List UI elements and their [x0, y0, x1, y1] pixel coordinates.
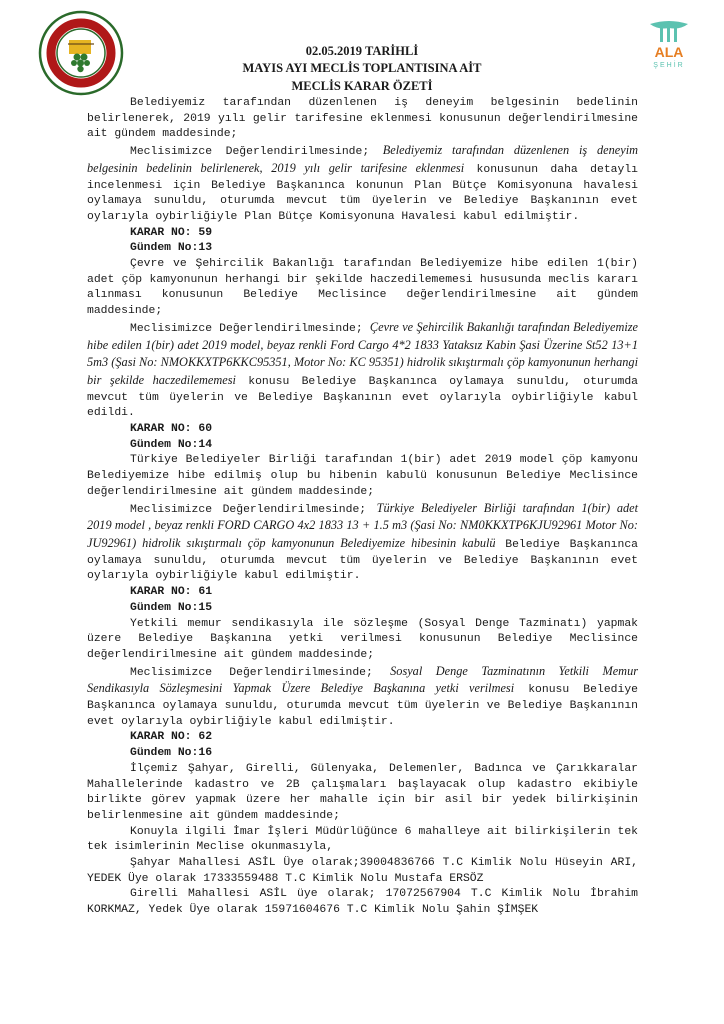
decision-number: KARAR NO: 61	[130, 586, 213, 599]
body-paragraph: Çevre ve Şehircilik Bakanlığı tarafından Belediyemize hibe edilen 1(bir) adet çöp kamyonunun herhangi bir şekilde haczedilememesi hususunda meclis kararı alınması konusunun Belediye Meclisince değerlendirilmesine ait gündem maddesinde;	[87, 258, 638, 318]
paragraph-tail: Belediye Başkanınca oylamaya sunuldu, oturumda mevcut tüm üyelerin ve Belediye Başkanının evet oylarıyla oybirliğiyle kabul edilmiştir.	[87, 538, 638, 583]
ala-logo-text: ALA	[654, 44, 684, 60]
decision-number: KARAR NO: 62	[130, 731, 213, 744]
sehir-logo-text: ŞEHİR	[653, 62, 685, 69]
decision-paragraph	[87, 320, 638, 422]
italic-subject: Belediyemiz tarafından düzenlenen iş deneyim belgesinin bedelinin belirlenerek, 2019 yılı gelir tarifesine eklenmesi	[87, 143, 638, 175]
decision-number: KARAR NO: 59	[130, 226, 213, 239]
paragraph-lead: Meclisimizce Değerlendirilmesinde;	[130, 322, 370, 335]
agenda-number: Gündem No:14	[130, 438, 213, 451]
body-paragraph: Türkiye Belediyeler Birliği tarafından 1(bir) adet 2019 model çöp kamyonu Belediyemize hibe edilmiş olup bu hibenin kabulü konusunun Belediye Meclisince değerlendirilmesine ait gündem maddesinde;	[87, 454, 638, 498]
agenda-number: Gündem No:16	[130, 747, 213, 760]
body-paragraph: İlçemiz Şahyar, Girelli, Gülenyaka, Delemenler, Badınca ve Çarıkkaralar Mahallelerinde kadastro ve 2B çalışmaları başlayacak olup kadastro ekibiyle birlikte görev yapmak üzere her mahalle için bir asil bir yedek bilirkişinin belirlenmesine ait gündem maddesinde;	[87, 762, 638, 822]
paragraph-tail: konusunun daha detaylı incelenmesi için Belediye Başkanınca konunun Plan Bütçe Komisyonuna havalesi oylamaya sunuldu, oturumda mevcut tüm üyelerin ve Belediye Başkanının evet oylarıyla oybirliğiyle Plan Bütçe Komisyonuna Havalesi kabul edilmiştir.	[87, 163, 638, 223]
paragraph-tail: konusu Belediye Başkanınca oylamaya sunuldu, oturumda mevcut tüm üyelerin ve Belediye Başkanının evet oylarıyla oybirliğiyle kabul edildi.	[87, 375, 638, 420]
body-paragraph: Konuyla ilgili İmar İşleri Müdürlüğünce 6 mahalleye ait bilirkişilerin tek tek isimlerinin Meclise okunmasıyla,	[87, 825, 638, 854]
italic-subject: Türkiye Belediyeler Birliği tarafından 1(bir) adet 2019 model , beyaz renkli FORD CARGO 4x2 1833 13 + 1.5 m3 (Şasi No: NM0KKXTP6KJU92961 Motor No: JU92961) hidrolik sıkıştırmalı çöp kamyonunun Belediyemize hibesinin kabulü	[87, 500, 638, 550]
paragraph-lead: Meclisimizce Değerlendirilmesinde;	[130, 503, 377, 516]
body-paragraph: Yetkili memur sendikasıyla ile sözleşme (Sosyal Denge Tazminatı) yapmak üzere Belediye Başkanına yetki verilmesi konusunun Belediye Meclisince değerlendirilmesine ait gündem maddesinde;	[87, 617, 638, 661]
decision-paragraph	[87, 664, 638, 731]
agenda-number: Gündem No:13	[130, 242, 213, 255]
meeting-title: MAYIS AYI MECLİS TOPLANTISINA AİT	[242, 61, 482, 75]
decision-paragraph	[87, 501, 638, 586]
document-date-title: 02.05.2019 TARİHLİ	[305, 44, 419, 58]
body-paragraph: Girelli Mahallesi ASİL üye olarak; 17072567904 T.C Kimlik Nolu İbrahim KORKMAZ, Yedek Üye olarak 15971604676 T.C Kimlik Nolu Şahin ŞİMŞEK	[87, 888, 638, 917]
paragraph-lead: Meclisimizce Değerlendirilmesinde;	[130, 666, 391, 679]
agenda-number: Gündem No:15	[130, 601, 213, 614]
paragraph-lead: Meclisimizce Değerlendirilmesinde;	[130, 146, 383, 159]
body-paragraph: Şahyar Mahallesi ASİL Üye olarak;39004836766 T.C Kimlik Nolu Hüseyin ARI, YEDEK Üye olarak 17333559488 T.C Kimlik Nolu Mustafa ERSÖZ	[87, 857, 638, 885]
paragraph-tail: konusu Belediye Başkanınca oylamaya sunuldu, oturumda mevcut tüm üyelerin ve Belediye Başkanının evet oylarıyla oybirliğiyle kabul edilmiştir.	[87, 684, 638, 728]
decision-number: KARAR NO: 60	[130, 423, 213, 436]
document-body	[87, 96, 638, 919]
italic-subject: Sosyal Denge Tazminatının Yetkili Memur Sendikasıyla Sözleşmesini Yapmak Üzere Belediye Başkanına yetki verilmesi	[87, 663, 638, 696]
body-paragraph: Belediyemiz tarafından düzenlenen iş deneyim belgesinin bedelinin belirlenerek, 2019 yılı gelir tarifesine eklenmesi konusunun değerlendirilmesine ait gündem maddesinde;	[87, 97, 638, 141]
italic-subject: Çevre ve Şehircilik Bakanlığı tarafından Belediyemize hibe edilen 1(bir) adet 2019 model, beyaz renkli Ford Cargo 4*2 1833 Yataksız Kabin Şasi Üzerine St52 13+1 5m3 (Şasi No: NMOKKXTP6KKC95351, Motor No: KC 95351) hidrolik sıkıştırmalı çöp kamyonunun herhangi bir şekilde haczedilememesi	[87, 319, 638, 387]
decision-paragraph	[87, 143, 638, 226]
decision-summary-title: MECLİS KARAR ÖZETİ	[291, 79, 433, 93]
